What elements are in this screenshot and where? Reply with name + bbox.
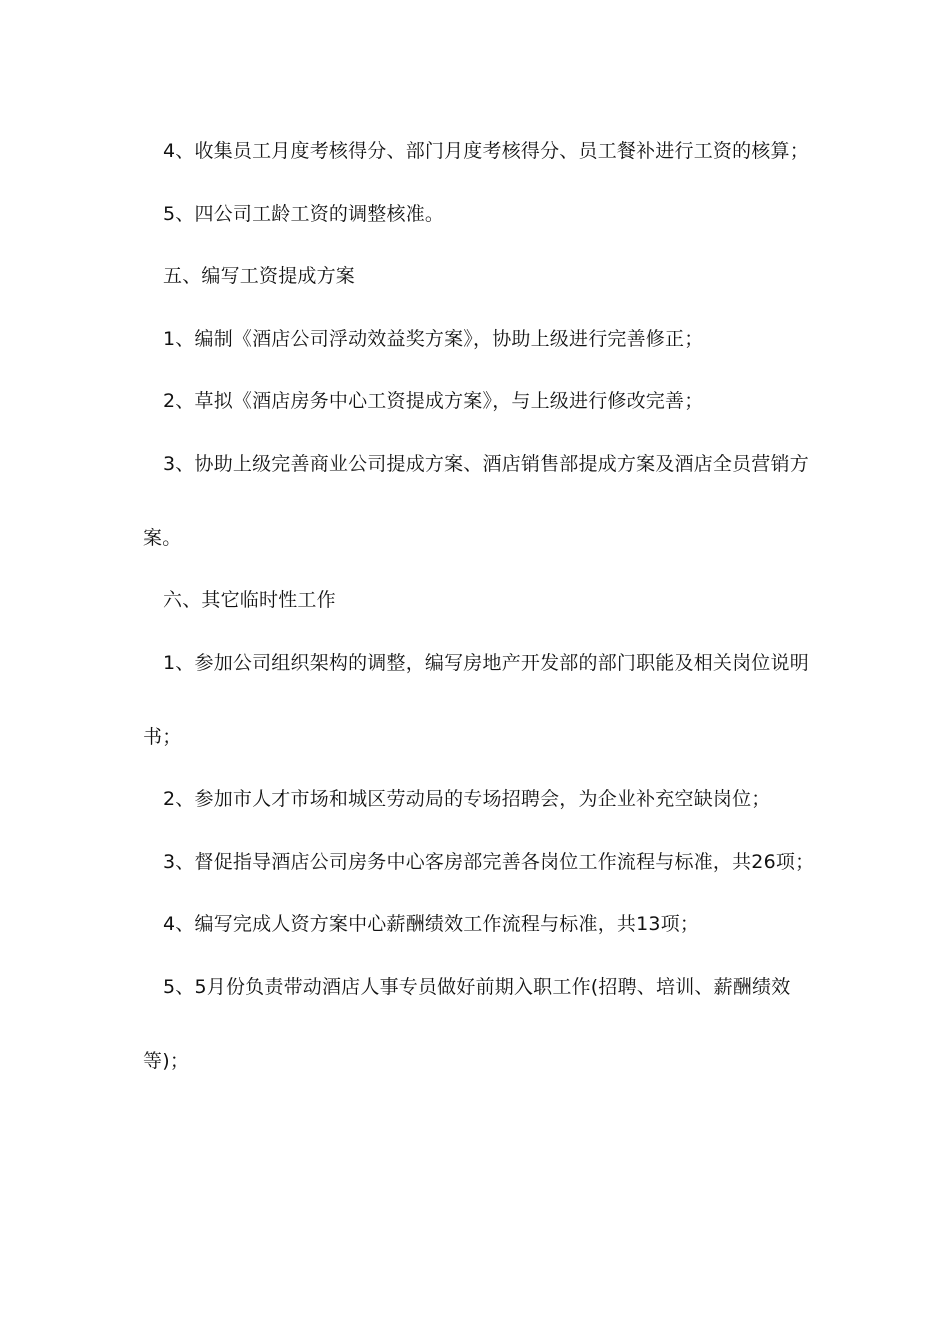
paragraph-line-6-continued: 书；	[143, 726, 182, 748]
paragraph-line-2: 5、四公司工龄工资的调整核准。	[163, 203, 445, 225]
paragraph-line-4: 2、草拟《酒店房务中心工资提成方案》，与上级进行修改完善；	[163, 390, 704, 412]
paragraph-line-9: 4、编写完成人资方案中心薪酬绩效工作流程与标准，共13项；	[163, 913, 700, 935]
section-heading-5: 五、编写工资提成方案	[163, 265, 356, 287]
paragraph-line-3: 1、编制《酒店公司浮动效益奖方案》，协助上级进行完善修正；	[163, 328, 704, 350]
paragraph-line-5-continued: 案。	[143, 527, 182, 549]
section-heading-6: 六、其它临时性工作	[163, 589, 336, 611]
paragraph-line-10: 5、5月份负责带动酒店人事专员做好前期入职工作(招聘、培训、薪酬绩效	[163, 976, 791, 998]
paragraph-line-8: 3、督促指导酒店公司房务中心客房部完善各岗位工作流程与标准，共26项；	[163, 851, 815, 873]
paragraph-line-7: 2、参加市人才市场和城区劳动局的专场招聘会，为企业补充空缺岗位；	[163, 788, 771, 810]
paragraph-line-5: 3、协助上级完善商业公司提成方案、酒店销售部提成方案及酒店全员营销方	[163, 453, 809, 475]
paragraph-line-6: 1、参加公司组织架构的调整，编写房地产开发部的部门职能及相关岗位说明	[163, 652, 809, 674]
paragraph-line-10-continued: 等)；	[143, 1050, 190, 1072]
paragraph-line-1: 4、收集员工月度考核得分、部门月度考核得分、员工餐补进行工资的核算；	[163, 140, 809, 162]
